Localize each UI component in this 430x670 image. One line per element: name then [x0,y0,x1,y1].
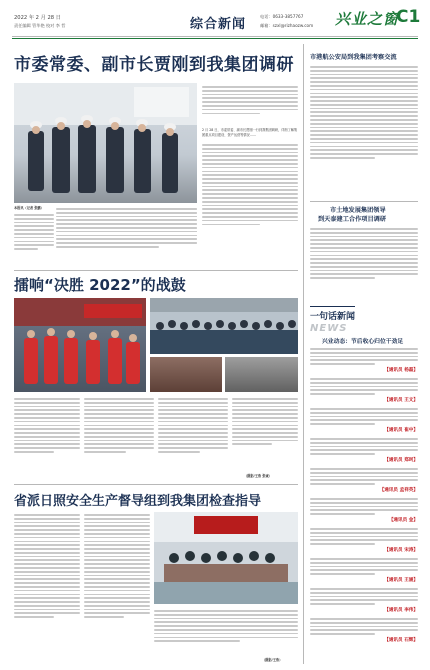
masthead-rule [12,36,418,37]
news-item-tag: 【通讯员 宋涛】 [384,548,418,553]
story-1-col-b [202,84,298,128]
masthead-rule-accent [12,38,418,39]
story-1-col-c [202,142,298,266]
story-1-photo [14,83,197,203]
story-3-text-col1 [14,512,80,662]
story-1-col-a [102,206,197,266]
sidebar-article-2-title-2: 到天泰建工合作项目调研 [318,216,387,223]
story-2-text-col4 [232,396,298,472]
news-item [310,466,418,496]
news-item [310,436,418,466]
news-item-tag: 【通讯员 石辉】 [384,638,418,643]
news-banner [310,304,418,334]
sidebar-article-2-text [310,226,418,300]
story-2-photo-right-bottom-b [225,357,298,392]
story-3-headline: 省派日照安全生产督导组到我集团检查指导 [14,494,262,509]
news-item-tag: 【通讯员 崔中】 [384,428,418,433]
contact-phone: 电话：0633-3857767 [260,14,304,19]
news-item-tag: 【通讯员 孟祥英】 [379,488,418,493]
inspection-meeting-photo [154,512,298,604]
news-item [310,346,418,376]
news-item [310,526,418,556]
news-item-tag: 【通讯员 李伟】 [384,608,418,613]
story-2-text-col1 [14,396,80,478]
story-1-lede: 2 月 28 日，市委常委、副市长贾刚一行到我集团调研，详细了解集团重点项目建设、资产运营等情况…… [202,128,298,137]
news-item-tag: 【通讯员 郑珂】 [384,458,418,463]
story-2-text-col2 [84,396,154,478]
sidebar-article-1-text [310,64,418,198]
story-3-credit: （摄影/王浩） [262,658,283,662]
page-number: C1 [396,7,421,27]
visit-photo-figures [14,83,197,203]
paper-logo [335,8,399,29]
column-divider [303,44,304,664]
news-item [310,406,418,436]
story-1-headline: 市委常委、副市长贾刚到我集团调研 [14,55,294,75]
news-item-tag: 【通讯员 王文】 [384,398,418,403]
news-label-en: NEWS [310,323,348,334]
news-list [310,346,418,664]
masthead [0,0,430,42]
story-2-photo-right-top [150,298,298,354]
news-item [310,616,418,646]
story-3-text-col2 [84,512,150,662]
issue-date: 2022 年 2 月 28 日 [14,15,61,21]
story-3-photo [154,512,298,604]
story-2-photo-left [14,298,146,392]
sidebar-article-2-title-1: 市土地发展集团领导 [330,207,386,214]
contact-email: 邮箱：szxl@rizhaozw.com [260,23,314,28]
news-item [310,376,418,406]
news-item [310,586,418,616]
sidebar-divider-1 [310,201,418,202]
news-item [310,556,418,586]
editor-line: 责任编辑 管华艳 校对 李 哲 [14,23,66,28]
news-item-tag: 【通讯员 王涵】 [384,578,418,583]
story-2-headline: 擂响“决胜 2022”的战鼓 [14,276,186,294]
story-1-divider [14,270,298,271]
news-item-tag: 【通讯员 杨磊】 [384,368,418,373]
paper-name: 兴业之窗 [335,10,400,28]
story-1-caption-text-2 [14,212,54,266]
news-heading: 兴业动态：节后收心归位干劲足 [322,339,404,345]
rally-photo-left [14,298,146,392]
story-2-photo-right-bottom-a [150,357,222,392]
story-1-photo-caption: 本报讯（记者 张鹏） [14,206,44,210]
news-label: 一句话新闻 [310,306,355,322]
section-title: 综合新闻 [190,17,247,32]
story-2-divider [14,484,298,485]
news-item-tag: 【通讯员 金】 [388,518,418,523]
rally-photo-crowd [150,298,298,354]
story-2-credit: （摄影/王浩 张诚） [244,474,272,478]
story-3-text-col3 [154,608,298,658]
news-item [310,496,418,526]
sidebar-article-1-title: 市港航公安局到我集团考察交流 [310,54,397,61]
story-2-text-col3 [158,396,228,478]
